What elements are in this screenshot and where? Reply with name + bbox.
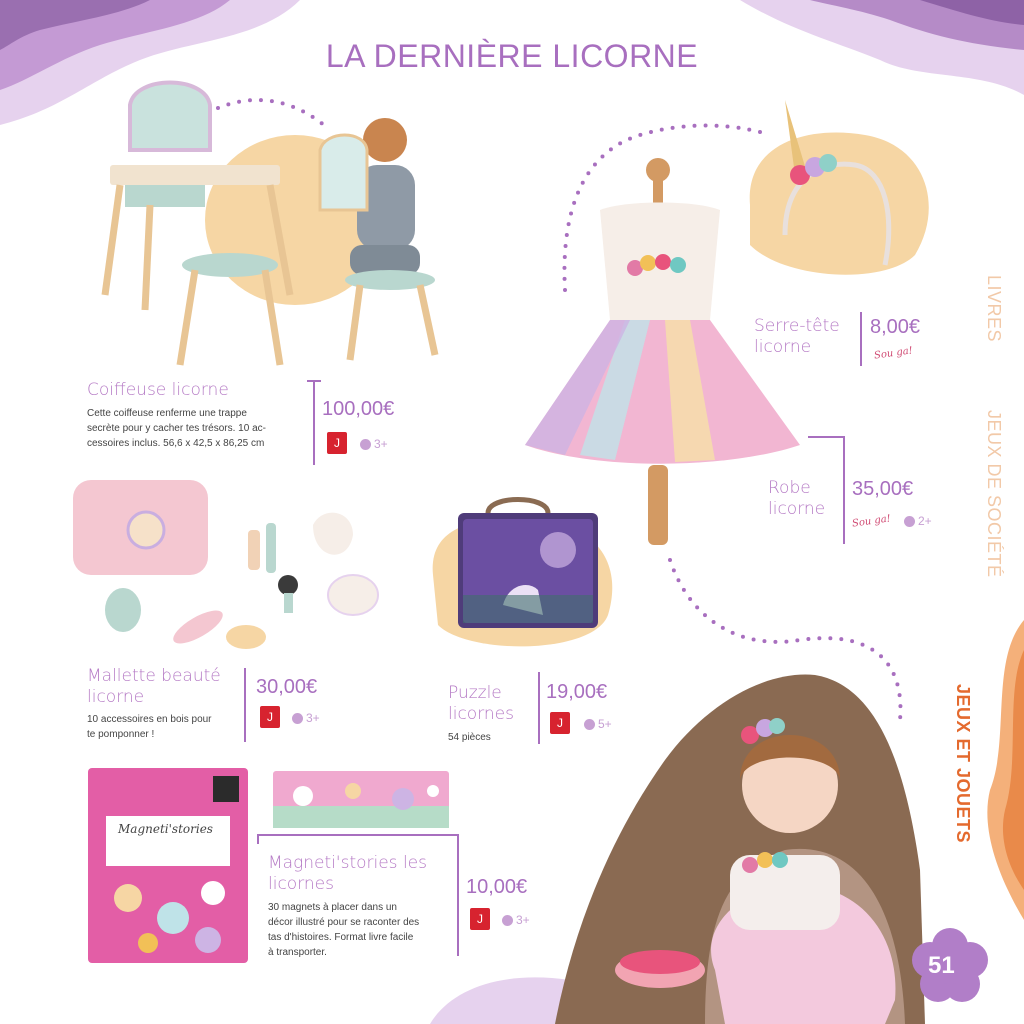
magnetistories-box-image xyxy=(88,768,248,963)
price-mallette: 30,00€ xyxy=(256,676,318,698)
price-magnetistories: 10,00€ xyxy=(466,876,528,898)
brand-icon: J xyxy=(470,908,490,930)
age-text: 3+ xyxy=(306,711,320,725)
name-line: licornes xyxy=(448,704,514,724)
age-text: 2+ xyxy=(918,514,932,528)
price-divider-tick xyxy=(307,380,321,382)
price-divider-tick xyxy=(808,436,844,438)
page-number: 51 xyxy=(928,952,955,979)
side-tab-jeux-de-societe[interactable]: JEUX DE SOCIÉTÉ xyxy=(984,410,1004,578)
desc-line: 10 accessoires en bois pour xyxy=(87,714,212,725)
side-tab-livres[interactable]: LIVRES xyxy=(984,275,1004,343)
vanity-table-image xyxy=(95,70,455,380)
page-title: LA DERNIÈRE LICORNE xyxy=(325,38,699,74)
name-line: Puzzle xyxy=(448,683,502,703)
age-badge-coiffeuse xyxy=(360,437,388,451)
person-icon xyxy=(360,439,371,450)
brand-icon: J xyxy=(327,432,347,454)
desc-line: tas d'histoires. Format livre facile xyxy=(268,932,414,943)
price-divider-tick xyxy=(257,834,457,836)
desc-line: Cette coiffeuse renferme une trappe xyxy=(87,408,247,419)
name-line: Mallette beauté xyxy=(87,666,221,686)
name-line: licorne xyxy=(754,337,812,357)
name-line: licorne xyxy=(87,687,145,707)
price-robe: 35,00€ xyxy=(852,478,914,500)
product-name-magnetistories xyxy=(268,853,427,895)
name-line: licorne xyxy=(768,499,826,519)
desc-line: décor illustré pour se raconter des xyxy=(268,917,420,928)
price-serre-tete: 8,00€ xyxy=(870,316,921,338)
desc-line: te pomponner ! xyxy=(87,729,155,740)
product-name-mallette xyxy=(87,666,221,708)
desc-line: cessoires inclus. 56,6 x 42,5 x 86,25 cm xyxy=(87,438,265,449)
age-text: 5+ xyxy=(598,717,612,731)
age-text: 3+ xyxy=(516,913,530,927)
side-tab-jeux-et-jouets[interactable]: JEUX ET JOUETS xyxy=(953,684,973,844)
unicorn-puzzle-image xyxy=(428,495,623,655)
age-text: 3+ xyxy=(374,437,388,451)
girl-with-cake-photo xyxy=(555,670,925,1024)
product-name-robe xyxy=(768,478,825,520)
price-divider xyxy=(457,834,459,956)
price-divider xyxy=(843,436,845,544)
age-badge-mallette xyxy=(292,711,320,725)
price-divider xyxy=(860,312,862,366)
price-divider-tick xyxy=(257,834,259,844)
age-badge-magnetistories xyxy=(502,913,530,927)
sou-ga-badge: Sou ga! xyxy=(851,513,892,530)
product-desc-puzzle: 54 pièces xyxy=(448,732,491,743)
magnetistories-box-title: Magneti'stories xyxy=(118,822,213,836)
desc-line: à transporter. xyxy=(268,947,327,958)
price-divider xyxy=(538,672,540,744)
price-divider xyxy=(313,380,315,465)
person-icon xyxy=(292,713,303,724)
name-line: licornes xyxy=(268,874,334,894)
desc-line: 30 magnets à placer dans un xyxy=(268,902,397,913)
product-name-puzzle xyxy=(448,683,514,725)
brand-icon: J xyxy=(550,712,570,734)
product-desc-coiffeuse xyxy=(87,406,307,451)
price-puzzle: 19,00€ xyxy=(546,681,608,703)
price-coiffeuse: 100,00€ xyxy=(322,398,395,420)
magnetistories-scene-image xyxy=(273,771,449,828)
name-line: Serre-tête xyxy=(754,316,840,336)
brand-icon: J xyxy=(260,706,280,728)
price-divider xyxy=(244,668,246,742)
age-badge-robe xyxy=(904,514,932,528)
unicorn-headband-image xyxy=(745,95,940,285)
product-desc-mallette xyxy=(87,712,212,742)
person-icon xyxy=(502,915,513,926)
product-desc-magnetistories xyxy=(268,900,450,960)
desc-line: secrète pour y cacher tes trésors. 10 ac- xyxy=(87,423,266,434)
product-name-coiffeuse: Coiffeuse licorne xyxy=(87,380,229,400)
product-name-serre-tete xyxy=(754,316,840,358)
beauty-case-image xyxy=(68,465,398,660)
sou-ga-badge: Sou ga! xyxy=(873,345,914,362)
person-icon xyxy=(904,516,915,527)
name-line: Robe xyxy=(768,478,811,498)
name-line: Magneti'stories les xyxy=(268,853,427,873)
